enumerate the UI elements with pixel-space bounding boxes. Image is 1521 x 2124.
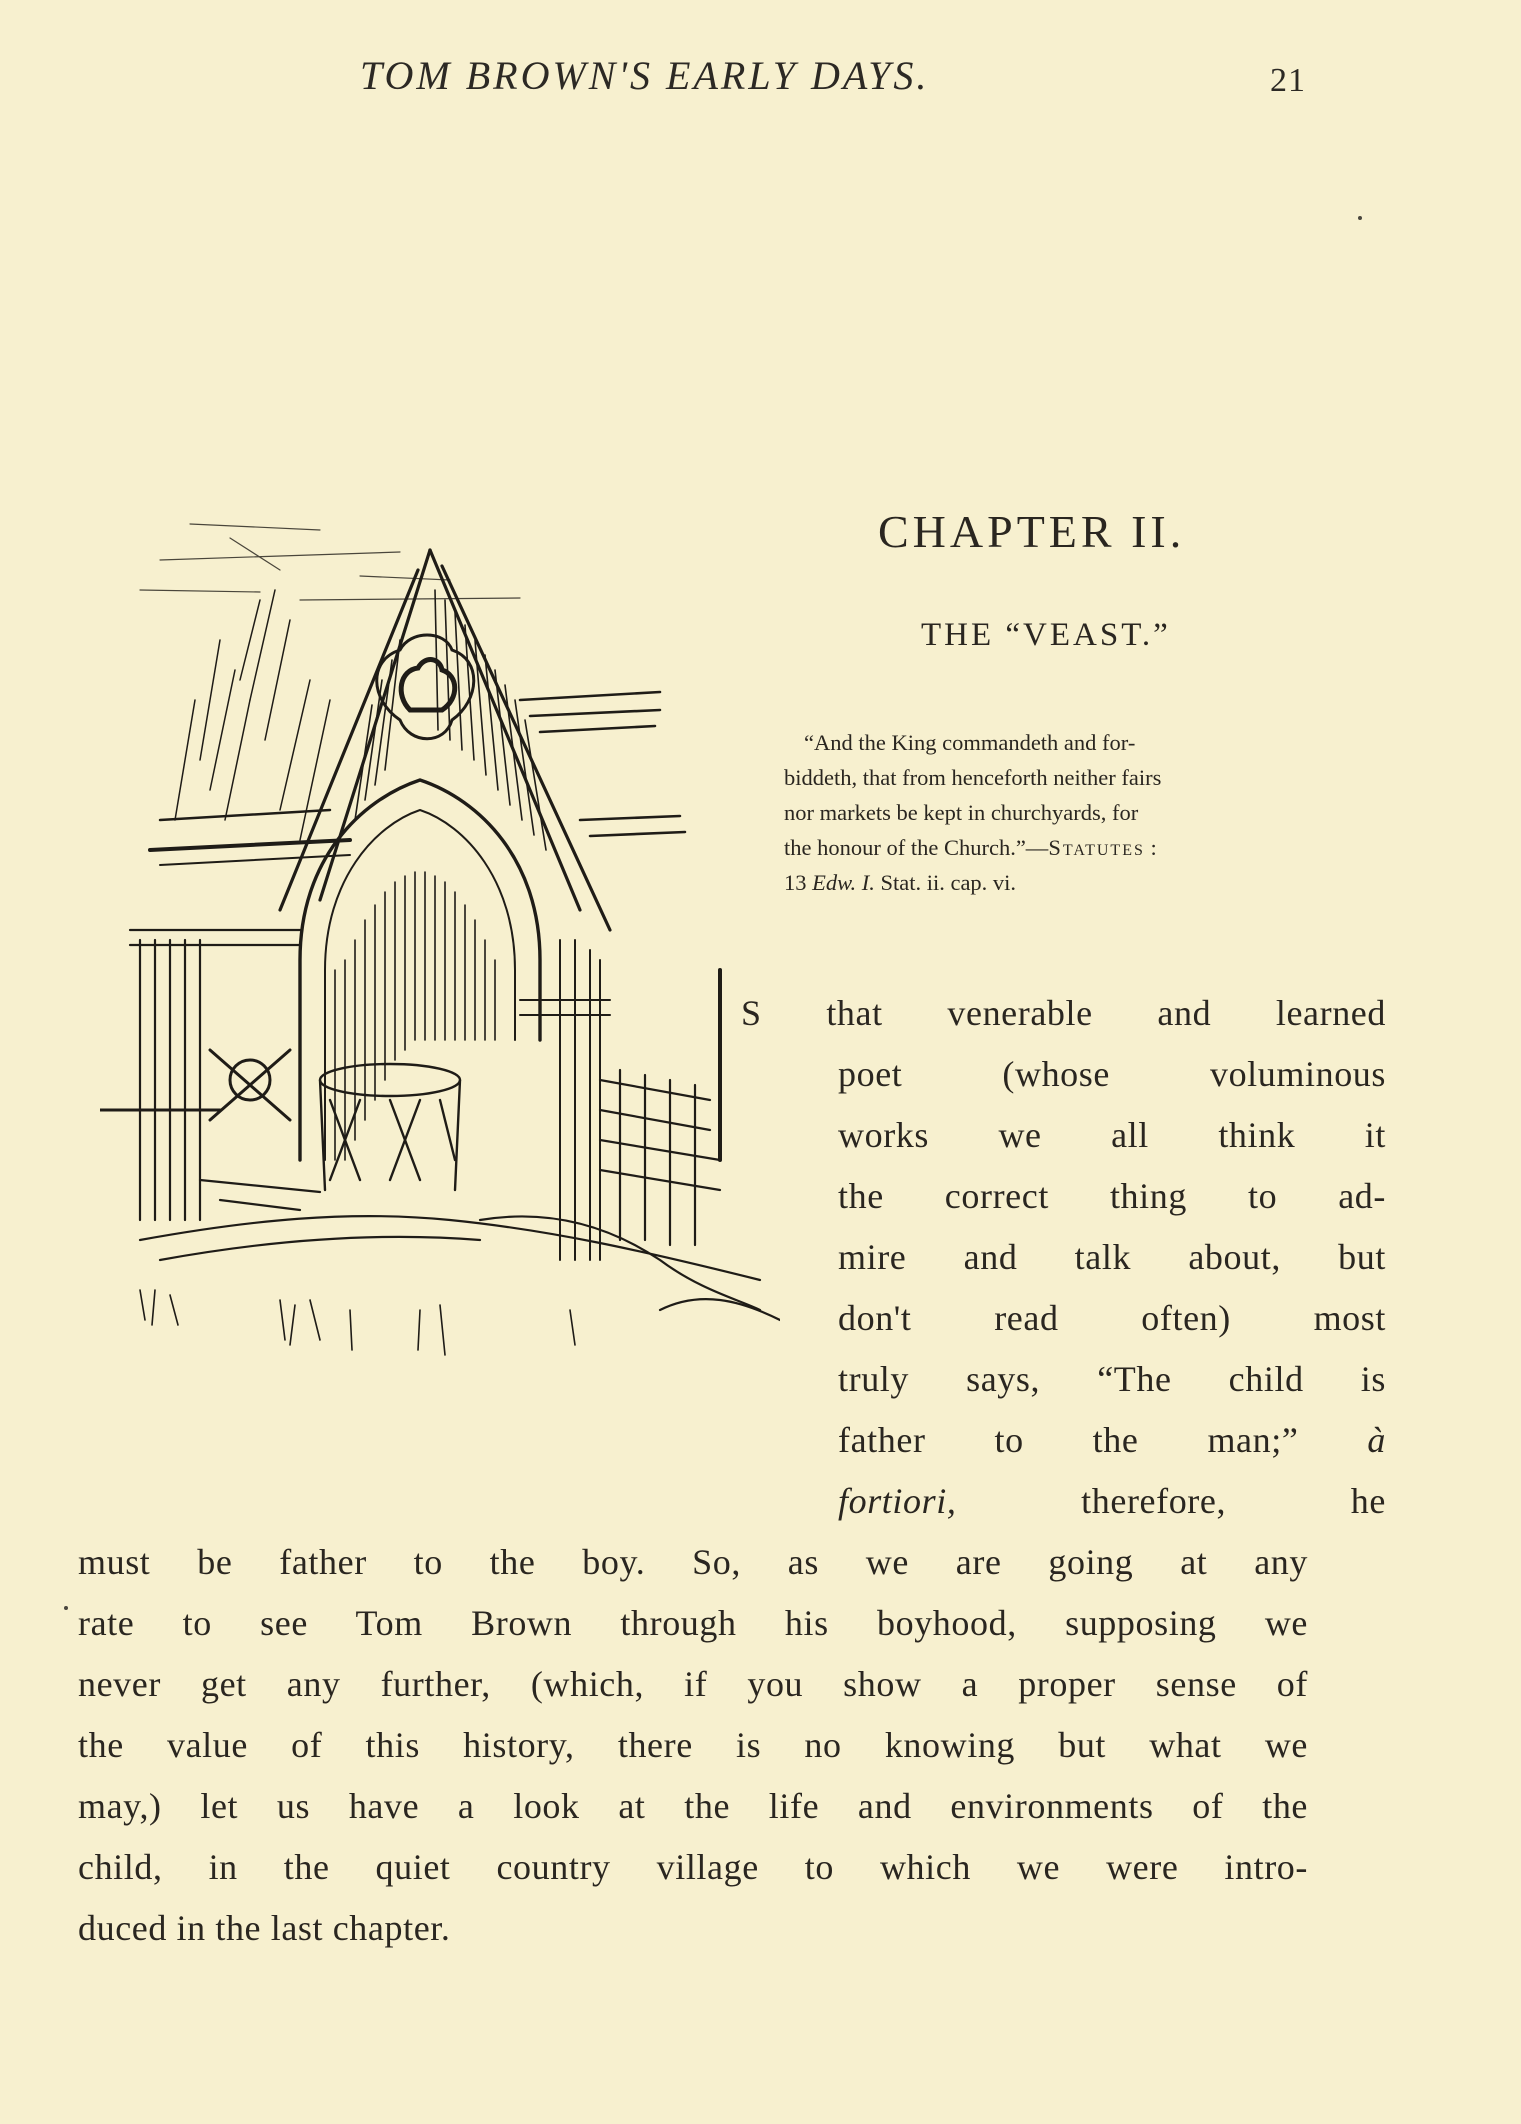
body-line: never get any further, (which, if you show a proper sense of (78, 1664, 1308, 1704)
citation-rest: Stat. ii. cap. vi. (880, 870, 1017, 895)
body-line: rate to see Tom Brown through his boyhood, supposing we (78, 1603, 1308, 1643)
chapter-subtitle: THE “VEAST.” (921, 617, 1171, 653)
epigraph-line: “And the King commandeth and for- (804, 730, 1136, 755)
italic-fortiori: fortiori, (838, 1481, 957, 1521)
epigraph-line: biddeth, that from henceforth neither fairs (784, 765, 1162, 790)
drop-cap-remainder: S that venerable and learned (741, 993, 1386, 1033)
citation-colon: : (1150, 835, 1157, 860)
body-line-fortiori (838, 1471, 1386, 1532)
body-line: the correct thing to ad- (838, 1176, 1386, 1216)
epigraph-citation (784, 830, 1314, 865)
chapter-title: CHAPTER II. (878, 506, 1186, 557)
body-line: must be father to the boy. So, as we are going at any (78, 1542, 1308, 1582)
italic-a: à (1367, 1420, 1386, 1460)
body-text (78, 983, 1386, 1959)
statutes-label: Statutes (1048, 835, 1145, 860)
body-line: father to the man;” (838, 1420, 1299, 1460)
body-line-with-italic (838, 1410, 1386, 1471)
body-line: child, in the quiet country village to which we were intro- (78, 1847, 1308, 1887)
fortiori-rest: therefore, he (1081, 1481, 1386, 1521)
paper-speck (64, 1606, 68, 1610)
paper-speck (1358, 216, 1362, 220)
body-line: the value of this history, there is no knowing but what we (78, 1725, 1308, 1765)
body-line: works we all think it (838, 1115, 1386, 1155)
body-line: duced in the last chapter. (78, 1908, 451, 1948)
epigraph-citation-line (784, 865, 1314, 900)
epigraph (784, 725, 1314, 900)
body-line: mire and talk about, but (838, 1237, 1386, 1277)
body-line: poet (whose voluminous (838, 1054, 1386, 1094)
running-head: TOM BROWN'S EARLY DAYS. (360, 53, 930, 98)
body-line: may,) let us have a look at the life and environments of the (78, 1786, 1308, 1826)
citation-italic: Edw. I. (812, 870, 875, 895)
body-line: truly says, “The child is (838, 1359, 1386, 1399)
epigraph-line: nor markets be kept in churchyards, for (784, 800, 1139, 825)
epigraph-line: the honour of the Church.”— (784, 835, 1049, 860)
citation-number: 13 (784, 870, 807, 895)
page-number: 21 (1270, 62, 1306, 99)
body-line: don't read often) most (838, 1298, 1386, 1338)
body-line (741, 983, 1386, 1044)
